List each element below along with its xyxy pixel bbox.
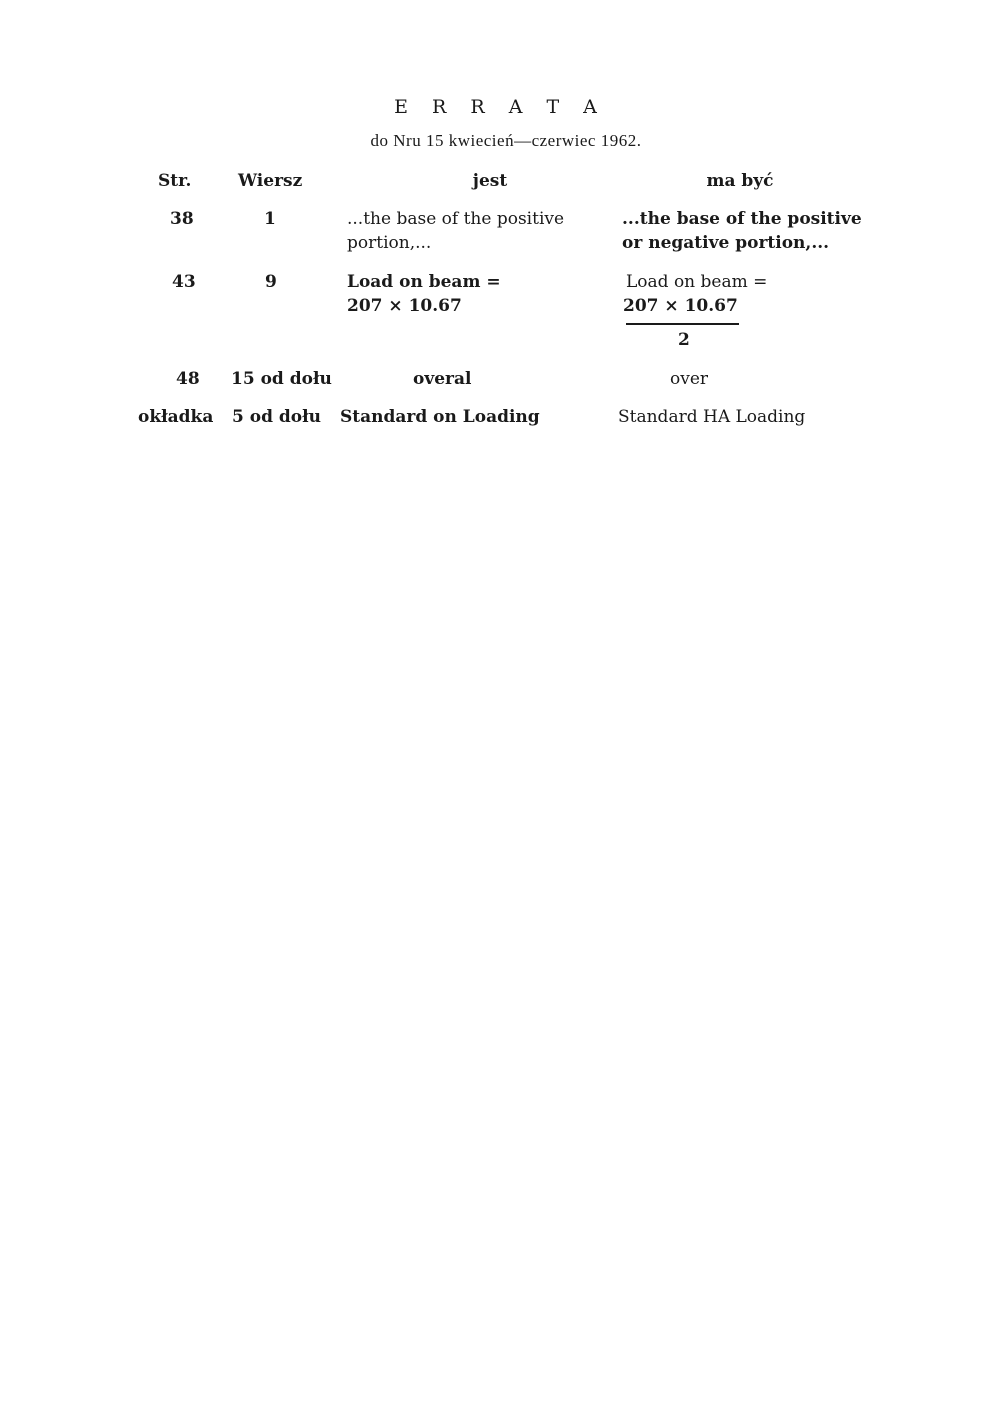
errata-subtitle: do Nru 15 kwiecień—czerwiec 1962. (370, 131, 642, 150)
row3-should-be: over (670, 369, 709, 389)
row2-is-line1: Load on beam = (347, 272, 501, 292)
header-is: jest (472, 171, 508, 191)
row1-should-be-line2: or negative portion,... (622, 233, 830, 253)
row4-line: 5 od dołu (232, 407, 322, 427)
errata-title: E R R A T A (394, 96, 606, 118)
row3-line: 15 od dołu (231, 369, 332, 389)
row1-page: 38 (170, 209, 194, 229)
row3-page: 48 (176, 369, 200, 389)
header-should-be: ma być (706, 171, 774, 191)
row4-should-be: Standard HA Loading (618, 407, 806, 427)
row3-is: overal (413, 369, 472, 389)
row4-page: okładka (138, 407, 214, 427)
row2-is-line2: 207 × 10.67 (347, 296, 462, 316)
row2-page: 43 (172, 272, 196, 292)
row2-should-be-denominator: 2 (678, 330, 690, 350)
row1-should-be-line1: ...the base of the positive (622, 209, 862, 229)
row1-is-line1: ...the base of the positive (347, 209, 565, 229)
fraction-bar (626, 323, 739, 325)
header-page: Str. (158, 171, 192, 191)
row4-is: Standard on Loading (340, 407, 540, 427)
row1-is-line2: portion,... (347, 233, 432, 253)
header-line: Wiersz (238, 171, 303, 191)
row2-should-be-line1: Load on beam = (626, 272, 768, 292)
row2-line: 9 (265, 272, 277, 292)
row2-should-be-line2: 207 × 10.67 (623, 296, 738, 316)
row1-line: 1 (264, 209, 276, 229)
